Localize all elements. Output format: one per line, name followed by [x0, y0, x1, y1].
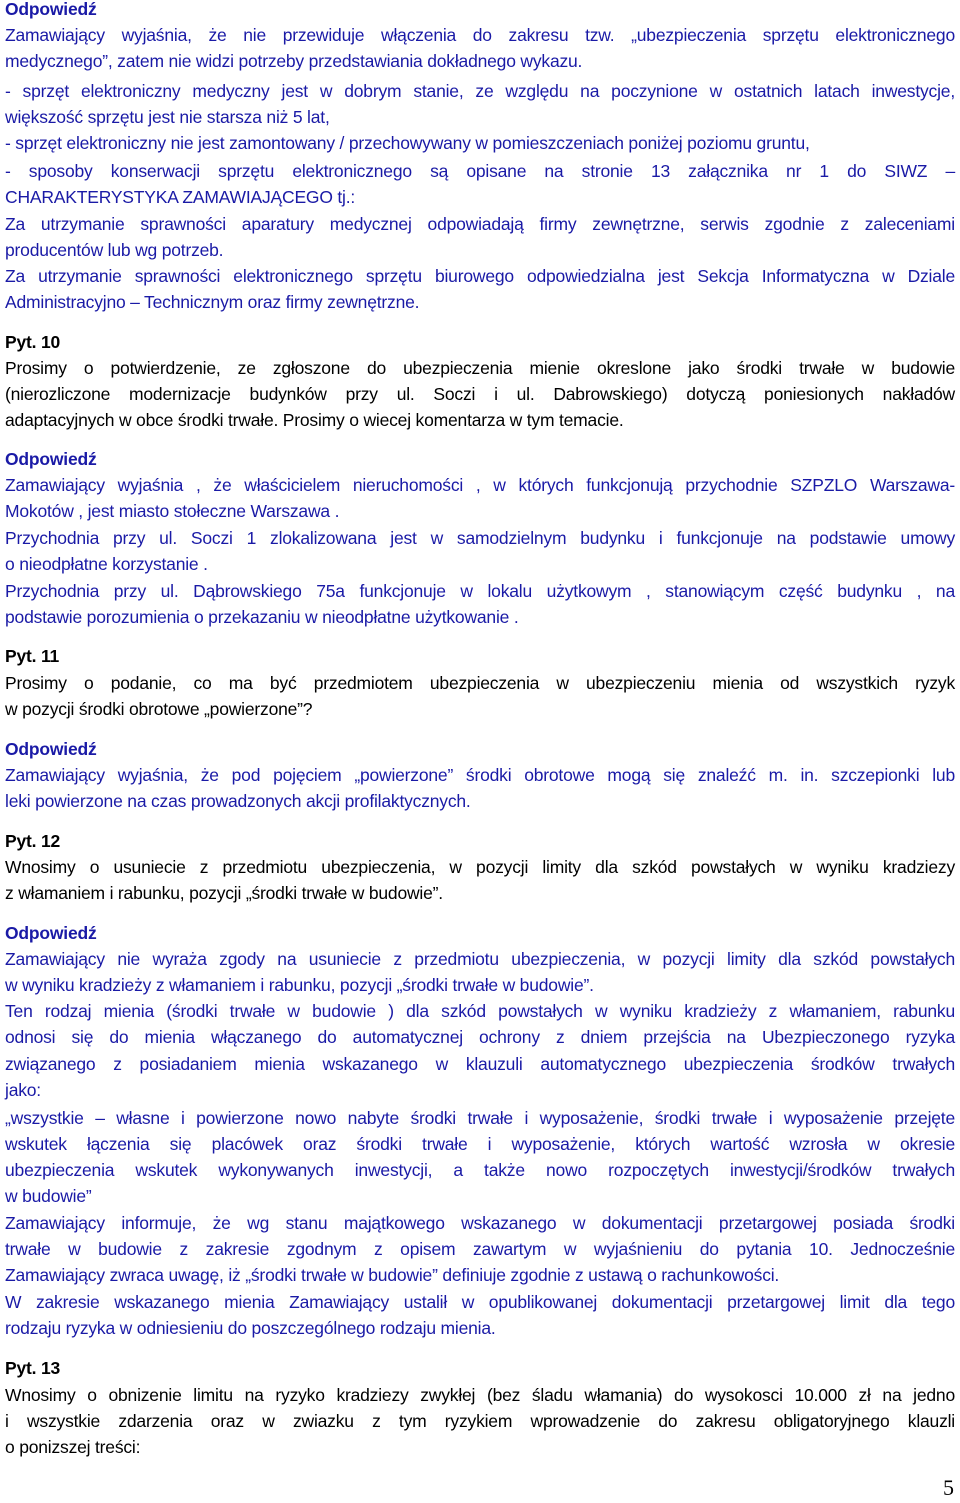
text-line: i wszystkie zdarzenia oraz w zwiazku z tym ryzykiem wprowadzenie do zakresu obligatoryjnego klauzli	[5, 1411, 955, 1431]
text-line: Za utrzymanie sprawności elektronicznego sprzętu biurowego odpowiedzialna jest Sekcja Informatyczna w Dziale	[5, 266, 955, 286]
text-line: z włamaniem i rabunku, pozycji „środki trwałe w budowie”.	[5, 883, 443, 903]
text-line: Zamawiający wyjaśnia, że pod pojęciem „powierzone” środki obrotowe mogą się znaleźć m. in. szczepionki lub	[5, 765, 955, 785]
question-heading: Pyt. 13	[5, 1358, 61, 1378]
page-number: 5	[943, 1475, 954, 1500]
answer-heading: Odpowiedź	[5, 0, 97, 19]
text-line: W zakresie wskazanego mienia Zamawiający ustalił w opublikowanej dokumentacji przetargowej limit dla tego	[5, 1292, 955, 1312]
text-line: większość sprzętu jest nie starsza niż 5 lat,	[5, 107, 330, 127]
text-line: leki powierzone na czas prowadzonych akcji profilaktycznych.	[5, 791, 471, 811]
question-heading: Pyt. 10	[5, 332, 61, 352]
text-line: producentów lub wg potrzeb.	[5, 240, 224, 260]
text-line: jako:	[5, 1080, 41, 1100]
text-line: adaptacyjnych w obce środki trwałe. Prosimy o wiecej komentarza w tym temacie.	[5, 410, 624, 430]
text-line: Zamawiający wyjaśnia, że nie przewiduje włączenia do zakresu tzw. „ubezpieczenia sprzętu elektronicznego	[5, 25, 955, 45]
text-line: Wnosimy o obnizenie limitu na ryzyko kradziezy zwykłej (bez śladu włamania) do wysokosci 10.000 zł na jedno	[5, 1385, 955, 1405]
text-line: związanego z posiadaniem mienia wskazanego w klauzuli automatycznego ubezpieczenia środków trwałych	[5, 1054, 955, 1074]
text-line: - sprzęt elektroniczny nie jest zamontowany / przechowywany w pomieszczeniach poniżej poziomu gruntu,	[5, 133, 810, 153]
text-line: wskutek łączenia się placówek oraz środki trwałe i wyposażenie, których wartość wzrosła w okresie	[5, 1134, 955, 1154]
answer-heading: Odpowiedź	[5, 739, 97, 759]
text-line: - sposoby konserwacji sprzętu elektronicznego są opisane na stronie 13 załącznika nr 1 do SIWZ –	[5, 161, 955, 181]
text-line: w budowie”	[5, 1186, 92, 1206]
text-line: medycznego”, zatem nie widzi potrzeby przedstawiania dokładnego wykazu.	[5, 51, 583, 71]
text-line: Prosimy o potwierdzenie, ze zgłoszone do ubezpieczenia mienie okreslone jako środki trwałe w budowie	[5, 358, 955, 378]
text-line: rodzaju ryzyka w odniesieniu do poszczególnego rodzaju mienia.	[5, 1318, 496, 1338]
text-line: w pozycji środki obrotowe „powierzone”?	[5, 699, 313, 719]
text-line: podstawie porozumienia o przekazaniu w nieodpłatne użytkowanie .	[5, 607, 519, 627]
text-line: Administracyjno – Technicznym oraz firmy zewnętrzne.	[5, 292, 420, 312]
text-line: trwałe w budowie z zakresie zgodnym z opisem zawartym w wyjaśnieniu do pytania 10. Jednocześnie	[5, 1239, 955, 1259]
text-line: Prosimy o podanie, co ma być przedmiotem ubezpieczenia w ubezpieczeniu mienia od wszystkich ryzyk	[5, 673, 955, 693]
text-line: Ten rodzaj mienia (środki trwałe w budowie ) dla szkód powstałych w wyniku kradzieży z włamaniem, rabunku	[5, 1001, 955, 1021]
text-line: Wnosimy o usuniecie z przedmiotu ubezpieczenia, w pozycji limity dla szkód powstałych w wyniku kradziezy	[5, 857, 955, 877]
answer-heading: Odpowiedź	[5, 923, 97, 943]
question-heading: Pyt. 11	[5, 646, 60, 666]
text-line: o nieodpłatne korzystanie .	[5, 554, 208, 574]
text-line: Zamawiający zwraca uwagę, iż „środki trwałe w budowie” definiuje zgodnie z ustawą o rachunkowości.	[5, 1265, 780, 1285]
text-line: Mokotów , jest miasto stołeczne Warszawa .	[5, 501, 340, 521]
text-line: ubezpieczenia wskutek wykonywanych inwestycji, a także nowo rozpoczętych inwestycji/środków trwałych	[5, 1160, 955, 1180]
answer-heading: Odpowiedź	[5, 449, 97, 469]
text-line: „wszystkie – własne i powierzone nowo nabyte środki trwałe i wyposażenie, środki trwałe i wyposażenie przejęte	[5, 1108, 955, 1128]
text-line: Za utrzymanie sprawności aparatury medycznej odpowiadają firmy zewnętrzne, serwis zgodnie z zaleceniami	[5, 214, 955, 234]
text-line: w wyniku kradzieży z włamaniem i rabunku, pozycji „środki trwałe w budowie”.	[5, 975, 594, 995]
text-line: CHARAKTERYSTYKA ZAMAWIAJĄCEGO tj.:	[5, 187, 356, 207]
text-line: Przychodnia przy ul. Soczi 1 zlokalizowana jest w samodzielnym budynku i funkcjonuje na podstawie umowy	[5, 528, 955, 548]
text-line: Zamawiający informuje, że wg stanu majątkowego wskazanego w dokumentacji przetargowej posiada środki	[5, 1213, 955, 1233]
text-line: Zamawiający wyjaśnia , że właścicielem nieruchomości , w których funkcjonują przychodnie SZPZLO Warszawa-	[5, 475, 955, 495]
question-heading: Pyt. 12	[5, 831, 61, 851]
text-line: - sprzęt elektroniczny medyczny jest w dobrym stanie, ze względu na poczynione w ostatnich latach inwestycje,	[5, 81, 955, 101]
text-line: (nierozliczone modernizacje budynków przy ul. Soczi i ul. Dabrowskiego) dotyczą poniesionych nakładów	[5, 384, 955, 404]
text-line: o ponizszej treści:	[5, 1437, 141, 1457]
text-line: odnosi się do mienia włączanego do automatycznej ochrony z dniem przejścia na Ubezpieczonego ryzyka	[5, 1027, 955, 1047]
text-line: Zamawiający nie wyraża zgody na usuniecie z przedmiotu ubezpieczenia, w pozycji limity dla szkód powstałych	[5, 949, 955, 969]
text-line: Przychodnia przy ul. Dąbrowskiego 75a funkcjonuje w lokalu użytkowym , stanowiącym część budynku , na	[5, 581, 955, 601]
